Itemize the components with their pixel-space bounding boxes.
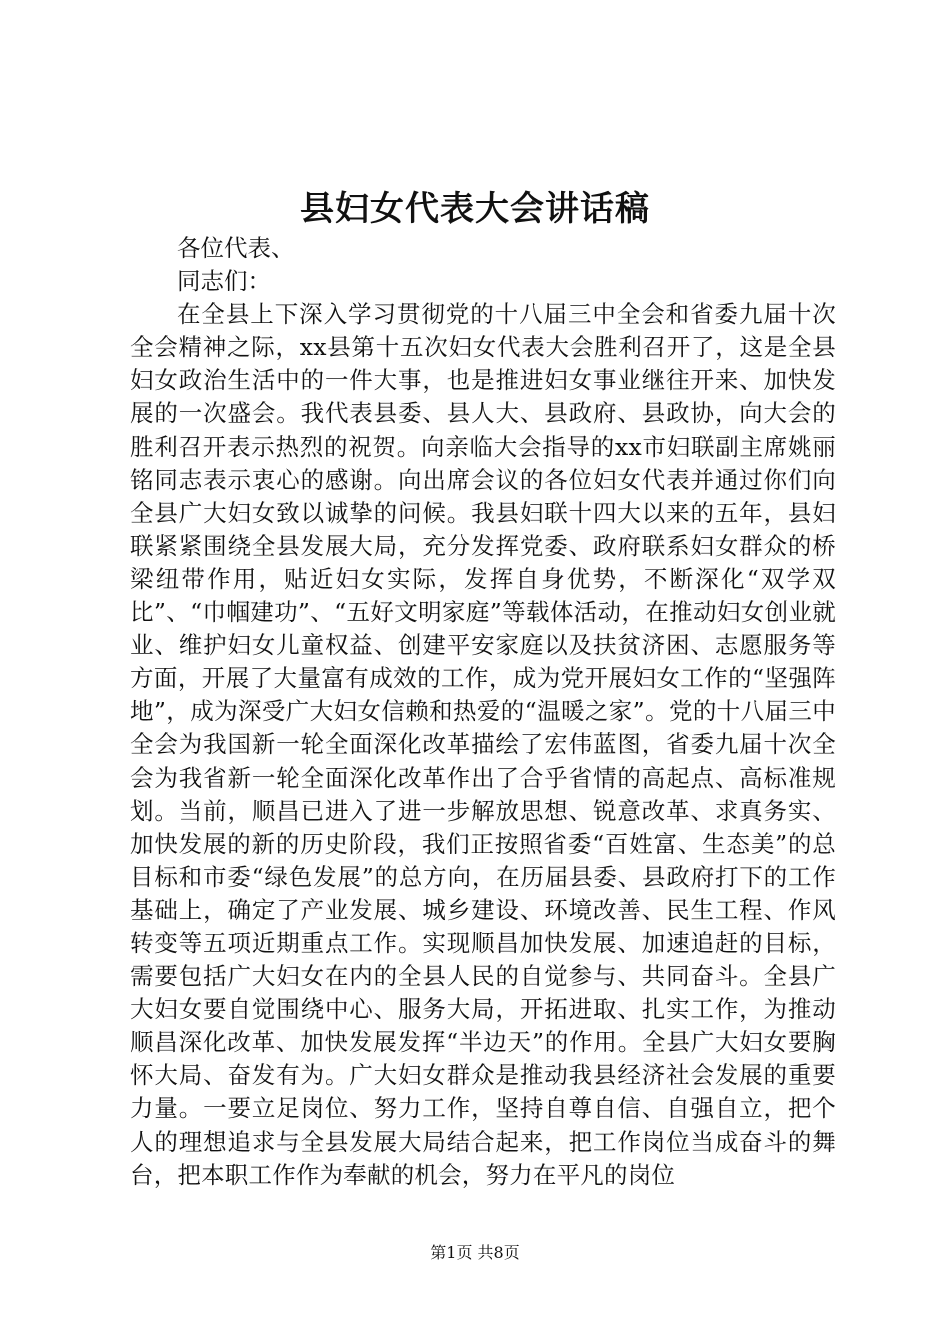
- document-body: [130, 232, 836, 1192]
- page-footer: 第1页 共8页: [430, 1243, 520, 1262]
- salutation-line: 同志们：: [177, 267, 271, 296]
- salutation-line: 各位代表、: [177, 234, 295, 262]
- body-paragraph: 在全县上下深入学习贯彻党的十八届三中全会和省委九届十次全会精神之际，xx县第十五次妇女代表大会胜利召开了，这是全县妇女政治生活中的一件大事，也是推进妇女事业继往开来、加快发展的一次盛会。我代表县委、县人大、县政府、县政协，向大会的胜利召开表示热烈的祝贺。向亲临大会指导的xx市妇联副主席姚丽铭同志表示衷心的感谢。向出席会议的各位妇女代表并通过你们向全县广大妇女致以诚挚的问候。我县妇联十四大以来的五年，县妇联紧紧围绕全县发展大局，充分发挥党委、政府联系妇女群众的桥梁纽带作用，贴近妇女实际，发挥自身优势，不断深化“双学双比”、“巾帼建功”、“五好文明家庭”等载体活动，在推动妇女创业就业、维护妇女儿童权益、创建平安家庭以及扶贫济困、志愿服务等方面，开展了大量富有成效的工作，成为党开展妇女工作的“坚强阵地”，成为深受广大妇女信赖和热爱的“温暖之家”。党的十八届三中全会为我国新一轮全面深化改革描绘了宏伟蓝图，省委九届十次全会为我省新一轮全面深化改革作出了合乎省情的高起点、高标准规划。当前，顺昌已进入了进一步解放思想、锐意改革、求真务实、加快发展的新的历史阶段，我们正按照省委“百姓富、生态美”的总目标和市委“绿色发展”的总方向，在历届县委、县政府打下的工作基础上，确定了产业发展、城乡建设、环境改善、民生工程、作风转变等五项近期重点工作。实现顺昌加快发展、加速追赶的目标，需要包括广大妇女在内的全县人民的自觉参与、共同奋斗。全县广大妇女要自觉围绕中心、服务大局，开拓进取、扎实工作，为推动顺昌深化改革、加快发展发挥“半边天”的作用。全县广大妇女要胸怀大局、奋发有为。广大妇女群众是推动我县经济社会发展的重要力量。一要立足岗位、努力工作，坚持自尊自信、自强自立，把个人的理想追求与全县发展大局结合起来，把工作岗位当成奋斗的舞台，把本职工作作为奉献的机会，努力在平凡的岗位: [130, 300, 836, 1189]
- page-title: 县妇女代表大会讲话稿: [300, 189, 650, 229]
